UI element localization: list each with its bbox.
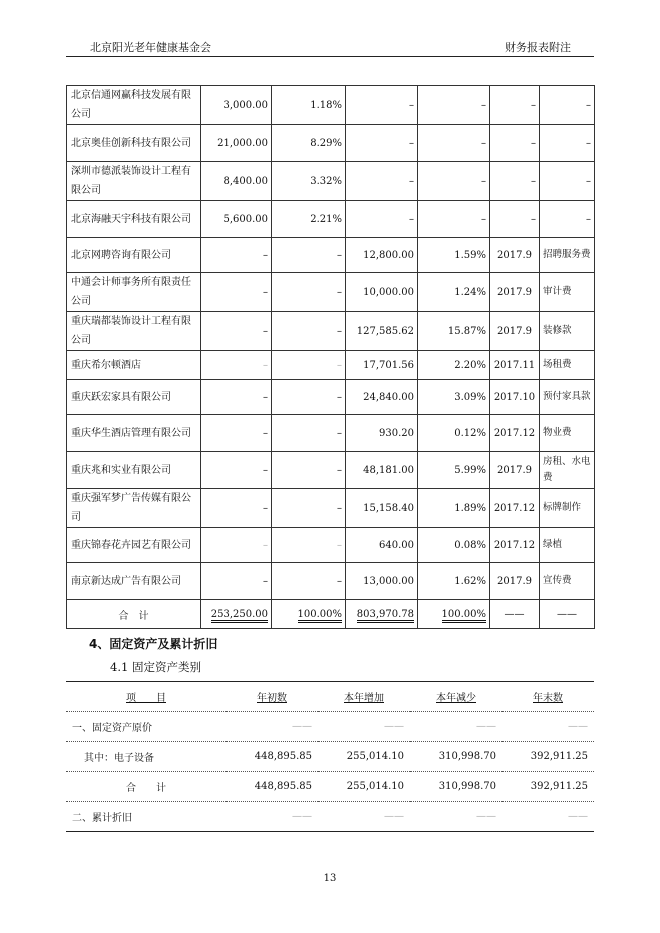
ratio-current: 0.08% (418, 528, 490, 563)
amount-prior: – (201, 238, 272, 273)
amount-current: 17,701.56 (346, 351, 418, 380)
amount-current: 48,181.00 (346, 452, 418, 489)
ratio-prior: 1.18% (272, 86, 346, 125)
date-cell: – (490, 86, 540, 125)
company-name: 中通会计师事务所有限责任公司 (67, 273, 201, 312)
amount-prior: – (201, 563, 272, 600)
date-cell: 2017.12 (490, 415, 540, 452)
amount-prior: 3,000.00 (201, 86, 272, 125)
table-row (67, 125, 595, 162)
table-row (67, 415, 595, 452)
note-cell: 预付家具款 (540, 380, 595, 415)
amount-current: – (346, 162, 418, 201)
amount-prior: – (201, 415, 272, 452)
header-divider (66, 56, 594, 57)
total-bp: 100.00% (442, 609, 487, 623)
assets-cell: —— (226, 712, 318, 742)
assets-row-label: 合 计 (66, 772, 226, 802)
company-name: 重庆跃宏家具有限公司 (67, 380, 201, 415)
assets-row-label: 其中：电子设备 (66, 742, 226, 772)
ratio-prior: 2.21% (272, 201, 346, 238)
assets-cell: —— (502, 802, 594, 832)
table-row (67, 452, 595, 489)
table-row (67, 528, 595, 563)
ratio-current: – (418, 86, 490, 125)
ratio-current: – (418, 125, 490, 162)
assets-cell: —— (318, 712, 410, 742)
assets-row (66, 712, 594, 742)
ratio-current: 15.87% (418, 312, 490, 351)
assets-cell: —— (318, 802, 410, 832)
assets-row-label: 二、累计折旧 (66, 802, 226, 832)
amount-current: 930.20 (346, 415, 418, 452)
amount-current: 12,800.00 (346, 238, 418, 273)
header-org: 北京阳光老年健康基金会 (90, 41, 211, 54)
ratio-current: 1.24% (418, 273, 490, 312)
ratio-current: 2.20% (418, 351, 490, 380)
table-row (67, 238, 595, 273)
amount-prior: – (201, 489, 272, 528)
ratio-prior: – (272, 528, 346, 563)
ratio-current: 1.59% (418, 238, 490, 273)
table-row (67, 162, 595, 201)
date-cell: – (490, 162, 540, 201)
assets-cell: 392,911.25 (502, 742, 594, 772)
assets-header-row (66, 682, 594, 712)
ratio-current: 3.09% (418, 380, 490, 415)
section-title: 4、固定资产及累计折旧 (89, 637, 218, 651)
assets-row-label: 一、固定资产原价 (66, 712, 226, 742)
amount-current: 640.00 (346, 528, 418, 563)
assets-cell: —— (410, 712, 502, 742)
date-cell: 2017.9 (490, 273, 540, 312)
assets-cell: —— (226, 802, 318, 832)
company-name: 重庆锦春花卉园艺有限公司 (67, 528, 201, 563)
note-cell: 装修款 (540, 312, 595, 351)
ratio-prior: – (272, 415, 346, 452)
assets-cell: 392,911.25 (502, 772, 594, 802)
assets-header-item: 项 目 (126, 693, 166, 704)
table-row (67, 312, 595, 351)
table-row (67, 273, 595, 312)
total-b: 803,970.78 (357, 609, 414, 623)
amount-prior: – (201, 380, 272, 415)
date-cell: 2017.12 (490, 528, 540, 563)
assets-cell: 448,895.85 (226, 772, 318, 802)
ratio-current: – (418, 201, 490, 238)
table-row (67, 86, 595, 125)
payables-table (66, 85, 595, 629)
ratio-prior: – (272, 489, 346, 528)
company-name: 南京新达成广告有限公司 (67, 563, 201, 600)
ratio-current: 0.12% (418, 415, 490, 452)
ratio-current: 5.99% (418, 452, 490, 489)
assets-cell: 310,998.70 (410, 742, 502, 772)
date-cell: 2017.9 (490, 238, 540, 273)
amount-prior: – (201, 351, 272, 380)
ratio-prior: – (272, 380, 346, 415)
total-ap: 100.00% (298, 609, 343, 623)
amount-prior: – (201, 273, 272, 312)
assets-cell: 255,014.10 (318, 772, 410, 802)
assets-row (66, 802, 594, 832)
subsection-title: 4.1 固定资产类别 (110, 660, 201, 674)
amount-current: – (346, 201, 418, 238)
company-name: 北京网聘咨询有限公司 (67, 238, 201, 273)
total-note: —— (540, 600, 595, 629)
ratio-prior: – (272, 563, 346, 600)
note-cell: 绿植 (540, 528, 595, 563)
assets-cell: —— (410, 802, 502, 832)
assets-row (66, 742, 594, 772)
amount-current: 10,000.00 (346, 273, 418, 312)
note-cell: – (540, 86, 595, 125)
amount-prior: – (201, 312, 272, 351)
table-row (67, 351, 595, 380)
date-cell: 2017.9 (490, 563, 540, 600)
table-row (67, 489, 595, 528)
ratio-prior: – (272, 273, 346, 312)
date-cell: 2017.12 (490, 489, 540, 528)
date-cell: 2017.9 (490, 452, 540, 489)
ratio-prior: 3.32% (272, 162, 346, 201)
ratio-current: 1.89% (418, 489, 490, 528)
amount-current: 15,158.40 (346, 489, 418, 528)
company-name: 重庆希尔顿酒店 (67, 351, 201, 380)
table-total-row (67, 600, 595, 629)
note-cell: – (540, 201, 595, 238)
ratio-current: 1.62% (418, 563, 490, 600)
amount-current: 127,585.62 (346, 312, 418, 351)
company-name: 深圳市德派装饰设计工程有限公司 (67, 162, 201, 201)
amount-prior: 21,000.00 (201, 125, 272, 162)
company-name: 北京奥佳创新科技有限公司 (67, 125, 201, 162)
ratio-prior: – (272, 238, 346, 273)
company-name: 重庆华生酒店管理有限公司 (67, 415, 201, 452)
table-row (67, 380, 595, 415)
table-row (67, 563, 595, 600)
assets-row (66, 772, 594, 802)
amount-current: – (346, 125, 418, 162)
company-name: 重庆强军梦广告传媒有限公司 (67, 489, 201, 528)
note-cell: 物业费 (540, 415, 595, 452)
assets-cell: 255,014.10 (318, 742, 410, 772)
amount-prior: 5,600.00 (201, 201, 272, 238)
company-name: 重庆兆和实业有限公司 (67, 452, 201, 489)
note-cell: 审计费 (540, 273, 595, 312)
note-cell: 房租、水电费 (540, 452, 595, 489)
amount-prior: – (201, 528, 272, 563)
date-cell: 2017.9 (490, 312, 540, 351)
amount-current: 24,840.00 (346, 380, 418, 415)
date-cell: – (490, 201, 540, 238)
assets-cell: 310,998.70 (410, 772, 502, 802)
assets-header-opening: 年初数 (257, 693, 287, 704)
header-doc-title: 财务报表附注 (505, 41, 571, 54)
date-cell: – (490, 125, 540, 162)
note-cell: 招聘服务费 (540, 238, 595, 273)
assets-header-closing: 年末数 (533, 693, 563, 704)
page-number: 13 (323, 873, 337, 884)
note-cell: 场租费 (540, 351, 595, 380)
table-row (67, 201, 595, 238)
ratio-prior: – (272, 312, 346, 351)
ratio-prior: – (272, 351, 346, 380)
date-cell: 2017.10 (490, 380, 540, 415)
assets-header-decrease: 本年减少 (436, 693, 476, 704)
ratio-current: – (418, 162, 490, 201)
note-cell: 标牌制作 (540, 489, 595, 528)
total-date: —— (490, 600, 540, 629)
assets-cell: 448,895.85 (226, 742, 318, 772)
total-a: 253,250.00 (211, 609, 268, 623)
amount-prior: – (201, 452, 272, 489)
note-cell: – (540, 125, 595, 162)
assets-header-increase: 本年增加 (344, 693, 384, 704)
ratio-prior: 8.29% (272, 125, 346, 162)
company-name: 北京信通网赢科技发展有限公司 (67, 86, 201, 125)
amount-current: 13,000.00 (346, 563, 418, 600)
amount-current: – (346, 86, 418, 125)
company-name: 重庆瑞都装饰设计工程有限公司 (67, 312, 201, 351)
total-label: 合 计 (67, 600, 201, 629)
amount-prior: 8,400.00 (201, 162, 272, 201)
note-cell: 宣传费 (540, 563, 595, 600)
assets-cell: —— (502, 712, 594, 742)
date-cell: 2017.11 (490, 351, 540, 380)
ratio-prior: – (272, 452, 346, 489)
note-cell: – (540, 162, 595, 201)
company-name: 北京海融天宇科技有限公司 (67, 201, 201, 238)
fixed-assets-table (66, 681, 594, 832)
